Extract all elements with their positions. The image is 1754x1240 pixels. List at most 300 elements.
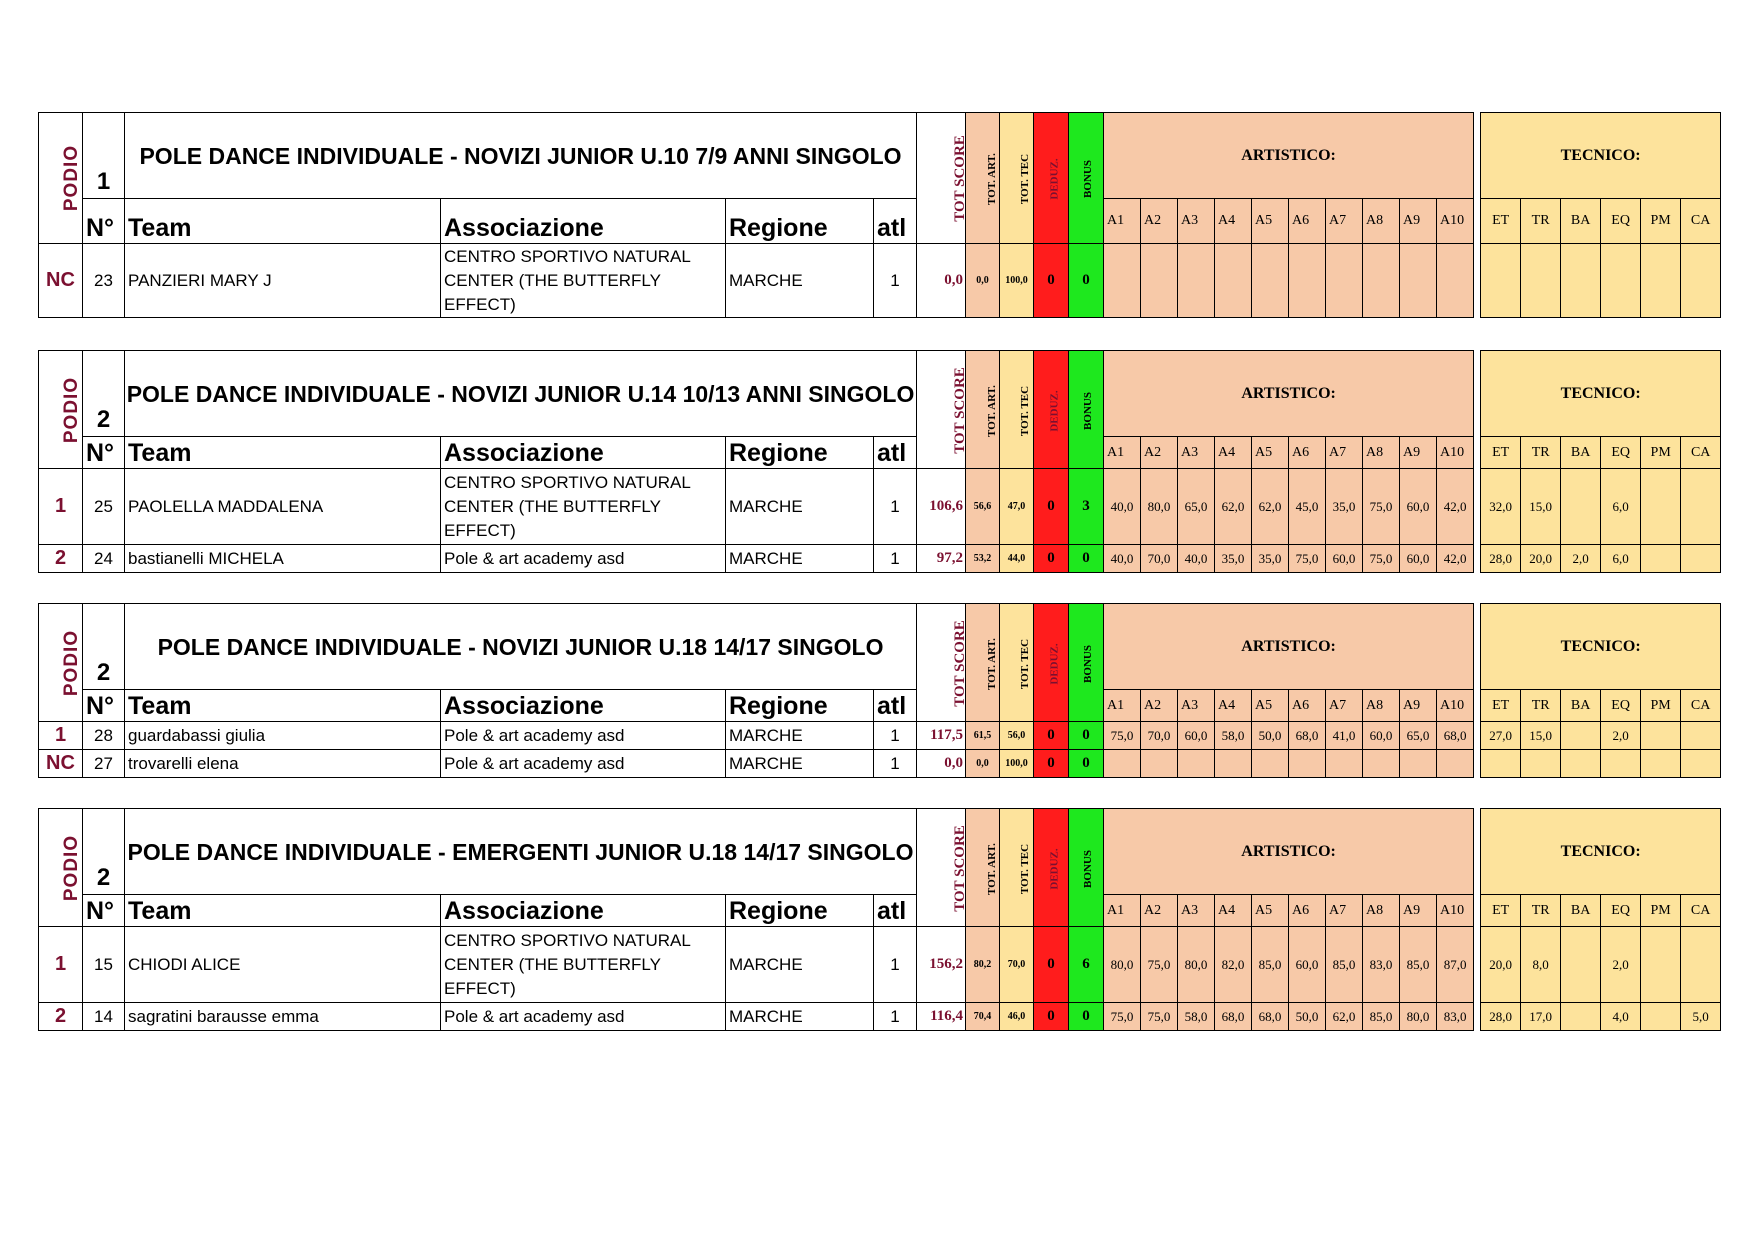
art-score-cell: 60,0 xyxy=(1400,545,1437,573)
podium-position: 1 xyxy=(39,469,83,545)
art-col-header: A3 xyxy=(1178,690,1215,722)
tec-col-header: CA xyxy=(1681,895,1721,927)
athlete-number: 15 xyxy=(83,927,125,1003)
category-section xyxy=(38,603,1721,778)
atl-count: 1 xyxy=(874,244,917,318)
table-row xyxy=(39,1003,1721,1031)
tec-score-cell xyxy=(1681,545,1721,573)
tec-score-cell xyxy=(1681,469,1721,545)
art-score-cell: 87,0 xyxy=(1437,927,1474,1003)
art-score-cell: 60,0 xyxy=(1178,722,1215,750)
tec-score-cell: 20,0 xyxy=(1481,927,1521,1003)
art-score-cell: 62,0 xyxy=(1215,469,1252,545)
table-row xyxy=(39,469,1721,545)
artistico-header: ARTISTICO: xyxy=(1104,809,1474,895)
art-score-cell: 85,0 xyxy=(1252,927,1289,1003)
art-score-cell: 75,0 xyxy=(1363,469,1400,545)
art-col-header: A2 xyxy=(1141,437,1178,469)
category-title: POLE DANCE INDIVIDUALE - NOVIZI JUNIOR U.10 7/9 ANNI SINGOLO xyxy=(125,113,917,199)
art-col-header: A5 xyxy=(1252,199,1289,244)
art-col-header: A8 xyxy=(1363,437,1400,469)
tec-score-cell: 15,0 xyxy=(1521,469,1561,545)
tot-tec-header: TOT. TEC xyxy=(1000,113,1034,244)
table-row xyxy=(39,545,1721,573)
results-table xyxy=(38,808,1721,1031)
art-col-header: A1 xyxy=(1104,895,1141,927)
category-section xyxy=(38,112,1721,318)
tec-score-cell xyxy=(1641,545,1681,573)
atl-count: 1 xyxy=(874,722,917,750)
art-col-header: A6 xyxy=(1289,437,1326,469)
tot-tec-value: 44,0 xyxy=(1000,545,1034,573)
tec-col-header: PM xyxy=(1641,437,1681,469)
tot-score-value: 0,0 xyxy=(917,750,966,778)
divider xyxy=(1474,545,1481,573)
art-score-cell xyxy=(1252,244,1289,318)
atl-count: 1 xyxy=(874,545,917,573)
atl-count: 1 xyxy=(874,469,917,545)
tot-score-header: TOT SCORE xyxy=(917,113,966,244)
art-score-cell: 75,0 xyxy=(1289,545,1326,573)
athlete-number: 27 xyxy=(83,750,125,778)
art-score-cell: 75,0 xyxy=(1104,1003,1141,1031)
divider xyxy=(1474,604,1481,690)
bonus-header: BONUS xyxy=(1069,113,1104,244)
podio-label: PODIO xyxy=(39,604,83,722)
art-col-header: A8 xyxy=(1363,199,1400,244)
deduz-header: DEDUZ. xyxy=(1034,809,1069,927)
tec-col-header: BA xyxy=(1561,199,1601,244)
col-region-header: Regione xyxy=(726,690,874,722)
divider xyxy=(1474,750,1481,778)
tecnico-header: TECNICO: xyxy=(1481,604,1721,690)
art-score-cell: 75,0 xyxy=(1104,722,1141,750)
art-score-cell: 50,0 xyxy=(1289,1003,1326,1031)
tot-art-value: 0,0 xyxy=(966,750,1000,778)
art-score-cell: 40,0 xyxy=(1104,545,1141,573)
tot-tec-value: 46,0 xyxy=(1000,1003,1034,1031)
art-score-cell: 41,0 xyxy=(1326,722,1363,750)
tec-col-header: BA xyxy=(1561,895,1601,927)
tec-score-cell: 2,0 xyxy=(1561,545,1601,573)
art-col-header: A4 xyxy=(1215,690,1252,722)
tec-col-header: PM xyxy=(1641,895,1681,927)
art-score-cell: 80,0 xyxy=(1141,469,1178,545)
team-name: trovarelli elena xyxy=(125,750,441,778)
podium-position: NC xyxy=(39,750,83,778)
tec-score-cell xyxy=(1561,722,1601,750)
tec-score-cell xyxy=(1681,750,1721,778)
col-num-header: N° xyxy=(83,199,125,244)
tot-tec-value: 56,0 xyxy=(1000,722,1034,750)
athlete-number: 25 xyxy=(83,469,125,545)
art-col-header: A1 xyxy=(1104,437,1141,469)
art-score-cell xyxy=(1215,244,1252,318)
art-score-cell xyxy=(1178,750,1215,778)
art-score-cell: 42,0 xyxy=(1437,545,1474,573)
art-score-cell: 60,0 xyxy=(1289,927,1326,1003)
divider xyxy=(1474,244,1481,318)
art-score-cell xyxy=(1289,750,1326,778)
tot-score-header: TOT SCORE xyxy=(917,604,966,722)
divider xyxy=(1474,927,1481,1003)
podio-label: PODIO xyxy=(39,809,83,927)
tot-score-header: TOT SCORE xyxy=(917,809,966,927)
tec-score-cell: 27,0 xyxy=(1481,722,1521,750)
tot-tec-header: TOT. TEC xyxy=(1000,351,1034,469)
tec-score-cell xyxy=(1641,750,1681,778)
art-score-cell: 40,0 xyxy=(1104,469,1141,545)
divider xyxy=(1474,437,1481,469)
col-assoc-header: Associazione xyxy=(441,690,726,722)
tec-col-header: EQ xyxy=(1601,690,1641,722)
art-col-header: A6 xyxy=(1289,199,1326,244)
tec-score-cell xyxy=(1481,750,1521,778)
art-col-header: A8 xyxy=(1363,690,1400,722)
deduz-value: 0 xyxy=(1034,927,1069,1003)
region-name: MARCHE xyxy=(726,469,874,545)
tec-col-header: EQ xyxy=(1601,437,1641,469)
athlete-number: 14 xyxy=(83,1003,125,1031)
art-score-cell xyxy=(1289,244,1326,318)
podium-position: 1 xyxy=(39,722,83,750)
col-atl-header: atl xyxy=(874,199,917,244)
tec-score-cell: 6,0 xyxy=(1601,469,1641,545)
art-score-cell: 40,0 xyxy=(1178,545,1215,573)
art-score-cell xyxy=(1326,244,1363,318)
art-score-cell: 85,0 xyxy=(1326,927,1363,1003)
art-score-cell: 35,0 xyxy=(1326,469,1363,545)
podium-position: NC xyxy=(39,244,83,318)
col-team-header: Team xyxy=(125,437,441,469)
association-name: Pole & art academy asd xyxy=(441,722,726,750)
col-atl-header: atl xyxy=(874,690,917,722)
art-score-cell: 82,0 xyxy=(1215,927,1252,1003)
art-col-header: A7 xyxy=(1326,690,1363,722)
tot-art-value: 56,6 xyxy=(966,469,1000,545)
art-score-cell: 60,0 xyxy=(1363,722,1400,750)
col-team-header: Team xyxy=(125,690,441,722)
art-score-cell: 85,0 xyxy=(1363,1003,1400,1031)
tot-art-header: TOT. ART. xyxy=(966,351,1000,469)
tec-score-cell: 5,0 xyxy=(1681,1003,1721,1031)
art-score-cell xyxy=(1437,244,1474,318)
art-score-cell xyxy=(1363,244,1400,318)
tec-score-cell xyxy=(1641,1003,1681,1031)
tec-col-header: TR xyxy=(1521,199,1561,244)
bonus-value: 0 xyxy=(1069,545,1104,573)
tot-art-value: 53,2 xyxy=(966,545,1000,573)
tec-score-cell: 6,0 xyxy=(1601,545,1641,573)
tot-tec-header: TOT. TEC xyxy=(1000,809,1034,927)
art-score-cell: 80,0 xyxy=(1400,1003,1437,1031)
art-col-header: A3 xyxy=(1178,895,1215,927)
tec-score-cell: 2,0 xyxy=(1601,927,1641,1003)
tec-col-header: ET xyxy=(1481,199,1521,244)
region-name: MARCHE xyxy=(726,545,874,573)
art-score-cell: 75,0 xyxy=(1141,927,1178,1003)
art-score-cell xyxy=(1104,244,1141,318)
deduz-value: 0 xyxy=(1034,1003,1069,1031)
art-col-header: A7 xyxy=(1326,199,1363,244)
art-score-cell xyxy=(1104,750,1141,778)
team-name: CHIODI ALICE xyxy=(125,927,441,1003)
results-table xyxy=(38,112,1721,318)
art-score-cell: 75,0 xyxy=(1141,1003,1178,1031)
divider xyxy=(1474,351,1481,437)
art-col-header: A3 xyxy=(1178,199,1215,244)
col-region-header: Regione xyxy=(726,437,874,469)
tec-col-header: TR xyxy=(1521,690,1561,722)
art-col-header: A10 xyxy=(1437,690,1474,722)
category-title: POLE DANCE INDIVIDUALE - NOVIZI JUNIOR U.14 10/13 ANNI SINGOLO xyxy=(125,351,917,437)
team-name: guardabassi giulia xyxy=(125,722,441,750)
tec-col-header: BA xyxy=(1561,437,1601,469)
art-score-cell: 68,0 xyxy=(1215,1003,1252,1031)
art-score-cell: 70,0 xyxy=(1141,545,1178,573)
art-score-cell: 62,0 xyxy=(1326,1003,1363,1031)
podium-position: 2 xyxy=(39,1003,83,1031)
art-score-cell xyxy=(1437,750,1474,778)
art-score-cell xyxy=(1178,244,1215,318)
tec-score-cell xyxy=(1601,244,1641,318)
col-atl-header: atl xyxy=(874,437,917,469)
tec-col-header: ET xyxy=(1481,895,1521,927)
table-row xyxy=(39,722,1721,750)
category-section xyxy=(38,350,1721,573)
tot-art-header: TOT. ART. xyxy=(966,604,1000,722)
art-col-header: A5 xyxy=(1252,437,1289,469)
art-score-cell xyxy=(1400,750,1437,778)
category-title: POLE DANCE INDIVIDUALE - NOVIZI JUNIOR U.18 14/17 SINGOLO xyxy=(125,604,917,690)
results-table xyxy=(38,350,1721,573)
bonus-value: 0 xyxy=(1069,1003,1104,1031)
category-number: 1 xyxy=(83,113,125,199)
association-name: Pole & art academy asd xyxy=(441,1003,726,1031)
tot-art-value: 0,0 xyxy=(966,244,1000,318)
tec-score-cell: 17,0 xyxy=(1521,1003,1561,1031)
podium-position: 2 xyxy=(39,545,83,573)
art-col-header: A1 xyxy=(1104,199,1141,244)
deduz-header: DEDUZ. xyxy=(1034,604,1069,722)
art-score-cell: 80,0 xyxy=(1104,927,1141,1003)
team-name: bastianelli MICHELA xyxy=(125,545,441,573)
divider xyxy=(1474,113,1481,199)
table-row xyxy=(39,244,1721,318)
art-score-cell: 68,0 xyxy=(1252,1003,1289,1031)
divider xyxy=(1474,469,1481,545)
tec-score-cell xyxy=(1561,1003,1601,1031)
tot-score-value: 97,2 xyxy=(917,545,966,573)
tecnico-header: TECNICO: xyxy=(1481,113,1721,199)
col-atl-header: atl xyxy=(874,895,917,927)
table-row xyxy=(39,927,1721,1003)
art-score-cell: 50,0 xyxy=(1252,722,1289,750)
region-name: MARCHE xyxy=(726,750,874,778)
art-col-header: A5 xyxy=(1252,690,1289,722)
tot-score-value: 116,4 xyxy=(917,1003,966,1031)
tec-col-header: CA xyxy=(1681,437,1721,469)
col-team-header: Team xyxy=(125,895,441,927)
tot-score-value: 117,5 xyxy=(917,722,966,750)
divider xyxy=(1474,1003,1481,1031)
col-region-header: Regione xyxy=(726,199,874,244)
team-name: sagratini barausse emma xyxy=(125,1003,441,1031)
tec-col-header: ET xyxy=(1481,437,1521,469)
col-num-header: N° xyxy=(83,690,125,722)
art-col-header: A6 xyxy=(1289,895,1326,927)
art-col-header: A4 xyxy=(1215,437,1252,469)
tec-score-cell: 28,0 xyxy=(1481,545,1521,573)
bonus-value: 0 xyxy=(1069,244,1104,318)
divider xyxy=(1474,690,1481,722)
bonus-value: 0 xyxy=(1069,750,1104,778)
deduz-header: DEDUZ. xyxy=(1034,351,1069,469)
tec-score-cell: 28,0 xyxy=(1481,1003,1521,1031)
art-score-cell: 62,0 xyxy=(1252,469,1289,545)
art-score-cell xyxy=(1363,750,1400,778)
tot-tec-value: 100,0 xyxy=(1000,244,1034,318)
association-name: CENTRO SPORTIVO NATURAL CENTER (THE BUTTERFLY EFFECT) xyxy=(441,244,726,318)
deduz-value: 0 xyxy=(1034,244,1069,318)
divider xyxy=(1474,722,1481,750)
tec-col-header: PM xyxy=(1641,690,1681,722)
art-score-cell: 85,0 xyxy=(1400,927,1437,1003)
art-score-cell xyxy=(1141,244,1178,318)
deduz-header: DEDUZ. xyxy=(1034,113,1069,244)
tec-score-cell: 4,0 xyxy=(1601,1003,1641,1031)
art-col-header: A10 xyxy=(1437,437,1474,469)
tot-score-value: 106,6 xyxy=(917,469,966,545)
art-col-header: A2 xyxy=(1141,199,1178,244)
art-score-cell: 70,0 xyxy=(1141,722,1178,750)
col-assoc-header: Associazione xyxy=(441,199,726,244)
association-name: Pole & art academy asd xyxy=(441,750,726,778)
tec-col-header: EQ xyxy=(1601,199,1641,244)
divider xyxy=(1474,199,1481,244)
art-score-cell: 65,0 xyxy=(1400,722,1437,750)
tec-score-cell: 20,0 xyxy=(1521,545,1561,573)
tot-tec-value: 70,0 xyxy=(1000,927,1034,1003)
artistico-header: ARTISTICO: xyxy=(1104,351,1474,437)
tot-tec-value: 47,0 xyxy=(1000,469,1034,545)
deduz-value: 0 xyxy=(1034,750,1069,778)
bonus-header: BONUS xyxy=(1069,604,1104,722)
tec-score-cell: 15,0 xyxy=(1521,722,1561,750)
tec-score-cell xyxy=(1481,244,1521,318)
art-score-cell: 65,0 xyxy=(1178,469,1215,545)
podio-label: PODIO xyxy=(39,113,83,244)
bonus-header: BONUS xyxy=(1069,351,1104,469)
tec-score-cell xyxy=(1561,750,1601,778)
tec-score-cell xyxy=(1561,469,1601,545)
atl-count: 1 xyxy=(874,1003,917,1031)
art-col-header: A5 xyxy=(1252,895,1289,927)
art-score-cell: 58,0 xyxy=(1178,1003,1215,1031)
tec-col-header: BA xyxy=(1561,690,1601,722)
tot-score-value: 156,2 xyxy=(917,927,966,1003)
art-score-cell: 60,0 xyxy=(1400,469,1437,545)
art-score-cell: 83,0 xyxy=(1363,927,1400,1003)
deduz-value: 0 xyxy=(1034,545,1069,573)
divider xyxy=(1474,895,1481,927)
col-assoc-header: Associazione xyxy=(441,437,726,469)
art-score-cell xyxy=(1326,750,1363,778)
tot-art-value: 80,2 xyxy=(966,927,1000,1003)
team-name: PAOLELLA MADDALENA xyxy=(125,469,441,545)
region-name: MARCHE xyxy=(726,1003,874,1031)
art-score-cell xyxy=(1252,750,1289,778)
tec-score-cell: 32,0 xyxy=(1481,469,1521,545)
tot-tec-header: TOT. TEC xyxy=(1000,604,1034,722)
col-num-header: N° xyxy=(83,437,125,469)
category-number: 2 xyxy=(83,351,125,437)
art-col-header: A10 xyxy=(1437,199,1474,244)
art-col-header: A4 xyxy=(1215,895,1252,927)
art-col-header: A4 xyxy=(1215,199,1252,244)
deduz-value: 0 xyxy=(1034,469,1069,545)
art-score-cell: 75,0 xyxy=(1363,545,1400,573)
tec-score-cell xyxy=(1641,469,1681,545)
tot-art-header: TOT. ART. xyxy=(966,113,1000,244)
art-col-header: A1 xyxy=(1104,690,1141,722)
art-score-cell: 68,0 xyxy=(1437,722,1474,750)
tec-score-cell: 2,0 xyxy=(1601,722,1641,750)
col-team-header: Team xyxy=(125,199,441,244)
tot-score-value: 0,0 xyxy=(917,244,966,318)
tec-score-cell xyxy=(1561,927,1601,1003)
tec-score-cell xyxy=(1561,244,1601,318)
art-score-cell: 68,0 xyxy=(1289,722,1326,750)
art-col-header: A3 xyxy=(1178,437,1215,469)
art-col-header: A9 xyxy=(1400,895,1437,927)
art-col-header: A2 xyxy=(1141,690,1178,722)
art-col-header: A9 xyxy=(1400,437,1437,469)
tec-col-header: TR xyxy=(1521,437,1561,469)
art-score-cell: 42,0 xyxy=(1437,469,1474,545)
tec-col-header: TR xyxy=(1521,895,1561,927)
tec-col-header: EQ xyxy=(1601,895,1641,927)
artistico-header: ARTISTICO: xyxy=(1104,604,1474,690)
art-score-cell: 83,0 xyxy=(1437,1003,1474,1031)
art-score-cell: 60,0 xyxy=(1326,545,1363,573)
art-col-header: A8 xyxy=(1363,895,1400,927)
art-col-header: A6 xyxy=(1289,690,1326,722)
tec-score-cell xyxy=(1641,244,1681,318)
tec-col-header: ET xyxy=(1481,690,1521,722)
region-name: MARCHE xyxy=(726,244,874,318)
art-score-cell: 58,0 xyxy=(1215,722,1252,750)
tec-score-cell xyxy=(1641,722,1681,750)
association-name: CENTRO SPORTIVO NATURAL CENTER (THE BUTTERFLY EFFECT) xyxy=(441,927,726,1003)
tec-score-cell xyxy=(1521,244,1561,318)
art-col-header: A9 xyxy=(1400,690,1437,722)
category-number: 2 xyxy=(83,809,125,895)
tot-art-header: TOT. ART. xyxy=(966,809,1000,927)
tec-score-cell xyxy=(1681,722,1721,750)
category-number: 2 xyxy=(83,604,125,690)
art-col-header: A2 xyxy=(1141,895,1178,927)
tec-score-cell xyxy=(1521,750,1561,778)
bonus-value: 6 xyxy=(1069,927,1104,1003)
category-section xyxy=(38,808,1721,1031)
art-score-cell: 45,0 xyxy=(1289,469,1326,545)
association-name: CENTRO SPORTIVO NATURAL CENTER (THE BUTTERFLY EFFECT) xyxy=(441,469,726,545)
tecnico-header: TECNICO: xyxy=(1481,351,1721,437)
tot-score-header: TOT SCORE xyxy=(917,351,966,469)
atl-count: 1 xyxy=(874,750,917,778)
col-num-header: N° xyxy=(83,895,125,927)
